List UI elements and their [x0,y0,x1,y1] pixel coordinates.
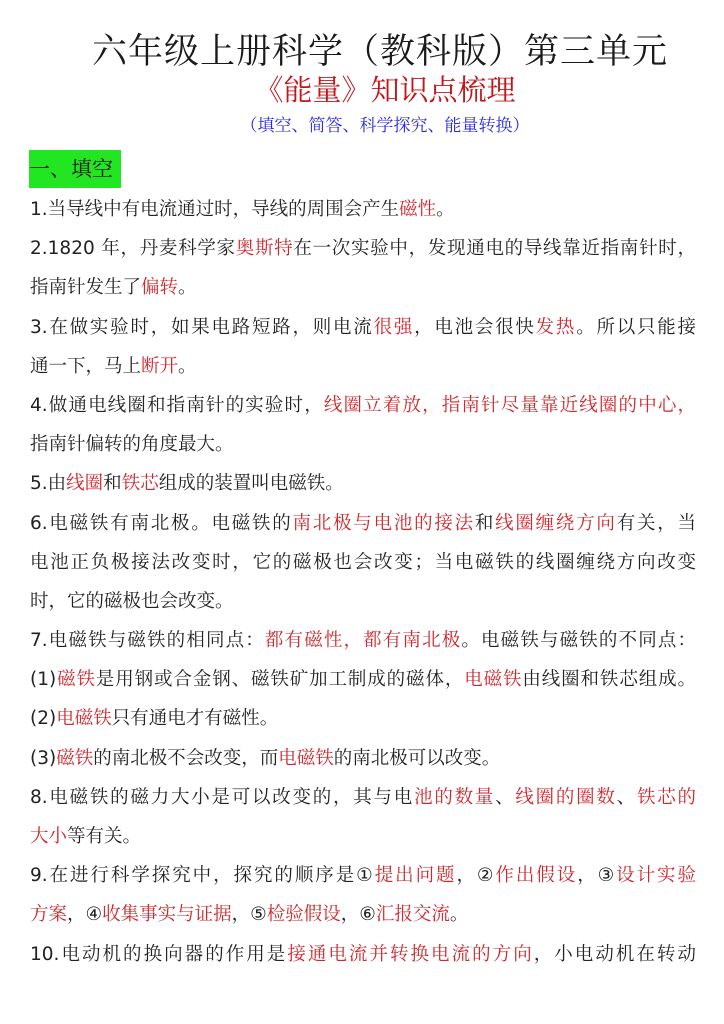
text-segment: 、 [495,786,516,808]
text-segment: 电池正负极接法改变时，它的磁极也会改变；当电磁铁的线圈缠绕方向改变 [30,551,696,573]
document-scope: （填空、简答、科学探究、能量转换） [240,116,530,136]
answer-highlight: 设计实验 [616,865,696,887]
answer-highlight: 南北极与电池的接法 [292,512,475,534]
text-line [30,425,696,464]
answer-highlight: 线圈的圈数 [515,786,617,808]
text-line [30,504,696,543]
section-heading-fill-blank: 一、填空 [29,150,121,188]
answer-highlight: 磁性 [399,199,437,220]
text-line [30,817,696,856]
answer-highlight: 作出假设 [495,865,578,887]
text-segment: 2.1820 年，丹麦科学家 [30,238,236,260]
text-line [30,660,696,699]
text-segment: 指南针偏转的角度最大。 [30,434,234,456]
text-segment: 组成的装置叫电磁铁。 [158,473,344,495]
text-line [30,386,696,425]
answer-highlight: 大小 [30,826,68,847]
text-segment: (2) [30,708,57,730]
text-line [30,739,696,778]
text-line [30,699,696,738]
answer-highlight: 电磁铁 [278,747,334,769]
answer-highlight: 断开 [141,355,179,377]
text-segment: 7.电磁铁与磁铁的相同点： [30,630,265,652]
content-body [30,190,696,974]
text-line [30,464,696,503]
document-title: 六年级上册科学（教科版）第三单元 [91,32,668,72]
text-segment: 、 [616,786,637,808]
text-line [30,935,696,974]
text-line [30,778,696,817]
text-line [30,543,696,582]
text-segment: ，电池会很快 [414,316,536,338]
text-segment: 6.电磁铁有南北极。电磁铁的 [30,512,293,534]
text-segment: 有关，当 [616,512,696,534]
text-segment: 。电磁铁与磁铁的不同点： [461,630,696,652]
text-segment: 通一下，马上 [30,355,142,377]
answer-highlight: 线圈缠绕方向 [495,512,617,534]
text-segment: 5.由 [30,473,67,495]
answer-highlight: 池的数量 [414,786,496,808]
text-line [30,621,696,660]
answer-highlight: 提出问题 [374,865,457,887]
text-line [30,229,696,268]
text-segment: 的南北极不会改变，而 [93,747,279,769]
answer-highlight: 检验假设 [266,904,341,926]
text-segment: 是用钢或合金钢、磁铁矿加工制成的磁体， [95,669,465,691]
text-line [30,190,696,229]
answer-highlight: 接通电流并转换电流的方向 [287,943,534,965]
answer-highlight: 铁芯 [121,473,159,495]
text-segment: 。 [178,355,197,377]
text-line [30,268,696,307]
answer-highlight: 电磁铁 [56,708,112,730]
answer-highlight: 汇报交流 [375,904,450,926]
answer-highlight: 电磁铁 [464,669,523,691]
text-segment: ，④ [67,904,103,926]
text-segment: 和 [474,512,496,534]
text-segment: 。所以只能接 [576,316,696,338]
text-segment: 由线圈和铁芯组成。 [522,669,696,691]
answer-highlight: 铁芯的 [636,786,696,808]
text-segment: 。 [178,277,197,299]
answer-highlight: 线圈立着放，指南针尽量靠近线圈的中心， [323,394,696,416]
text-segment: 。 [436,199,455,220]
answer-highlight: 方案 [30,904,68,926]
text-segment: ，③ [577,865,617,887]
text-segment: 的南北极可以改变。 [333,747,501,769]
answer-highlight: 都有磁性，都有南北极 [264,630,462,652]
text-segment: 4.做通电线圈和指南针的实验时， [30,394,324,416]
text-segment: 在一次实验中，发现通电的导线靠近指南针时， [293,238,696,260]
text-segment: (3) [30,747,57,769]
text-segment: 和 [103,473,122,495]
text-line [30,895,696,934]
text-segment: 10.电动机的换向器的作用是 [30,943,288,965]
text-segment: (1) [30,669,57,691]
answer-highlight: 发热 [535,316,577,338]
answer-highlight: 磁铁 [56,669,96,691]
text-segment: 只有通电才有磁性。 [111,708,279,730]
text-segment: ，⑥ [340,904,376,926]
answer-highlight: 很强 [373,316,415,338]
answer-highlight: 偏转 [141,277,179,299]
text-segment: 3.在做实验时，如果电路短路，则电流 [30,316,374,338]
text-segment: 1.当导线中有电流通过时，导线的周围会产生 [30,199,400,220]
text-line [30,582,696,621]
answer-highlight: 奥斯特 [235,238,294,260]
answer-highlight: 收集事实与证据 [102,904,232,926]
answer-highlight: 线圈 [66,473,104,495]
text-line [30,347,696,386]
text-segment: 等有关。 [67,826,142,847]
answer-highlight: 磁铁 [56,747,94,769]
text-line [30,856,696,895]
text-segment: ，② [456,865,496,887]
text-segment: 。 [449,904,469,926]
text-segment: 8.电磁铁的磁力大小是可以改变的，其与电 [30,786,415,808]
text-segment: ，⑤ [231,904,267,926]
text-segment: ，小电动机在转动 [533,943,696,965]
document-subtitle: 《能量》知识点梳理 [254,73,516,107]
text-segment: 指南针发生了 [30,277,142,299]
text-line [30,308,696,347]
text-segment: 时，它的磁极也会改变。 [30,590,234,612]
text-segment: 9.在进行科学探究中，探究的顺序是① [30,865,375,887]
